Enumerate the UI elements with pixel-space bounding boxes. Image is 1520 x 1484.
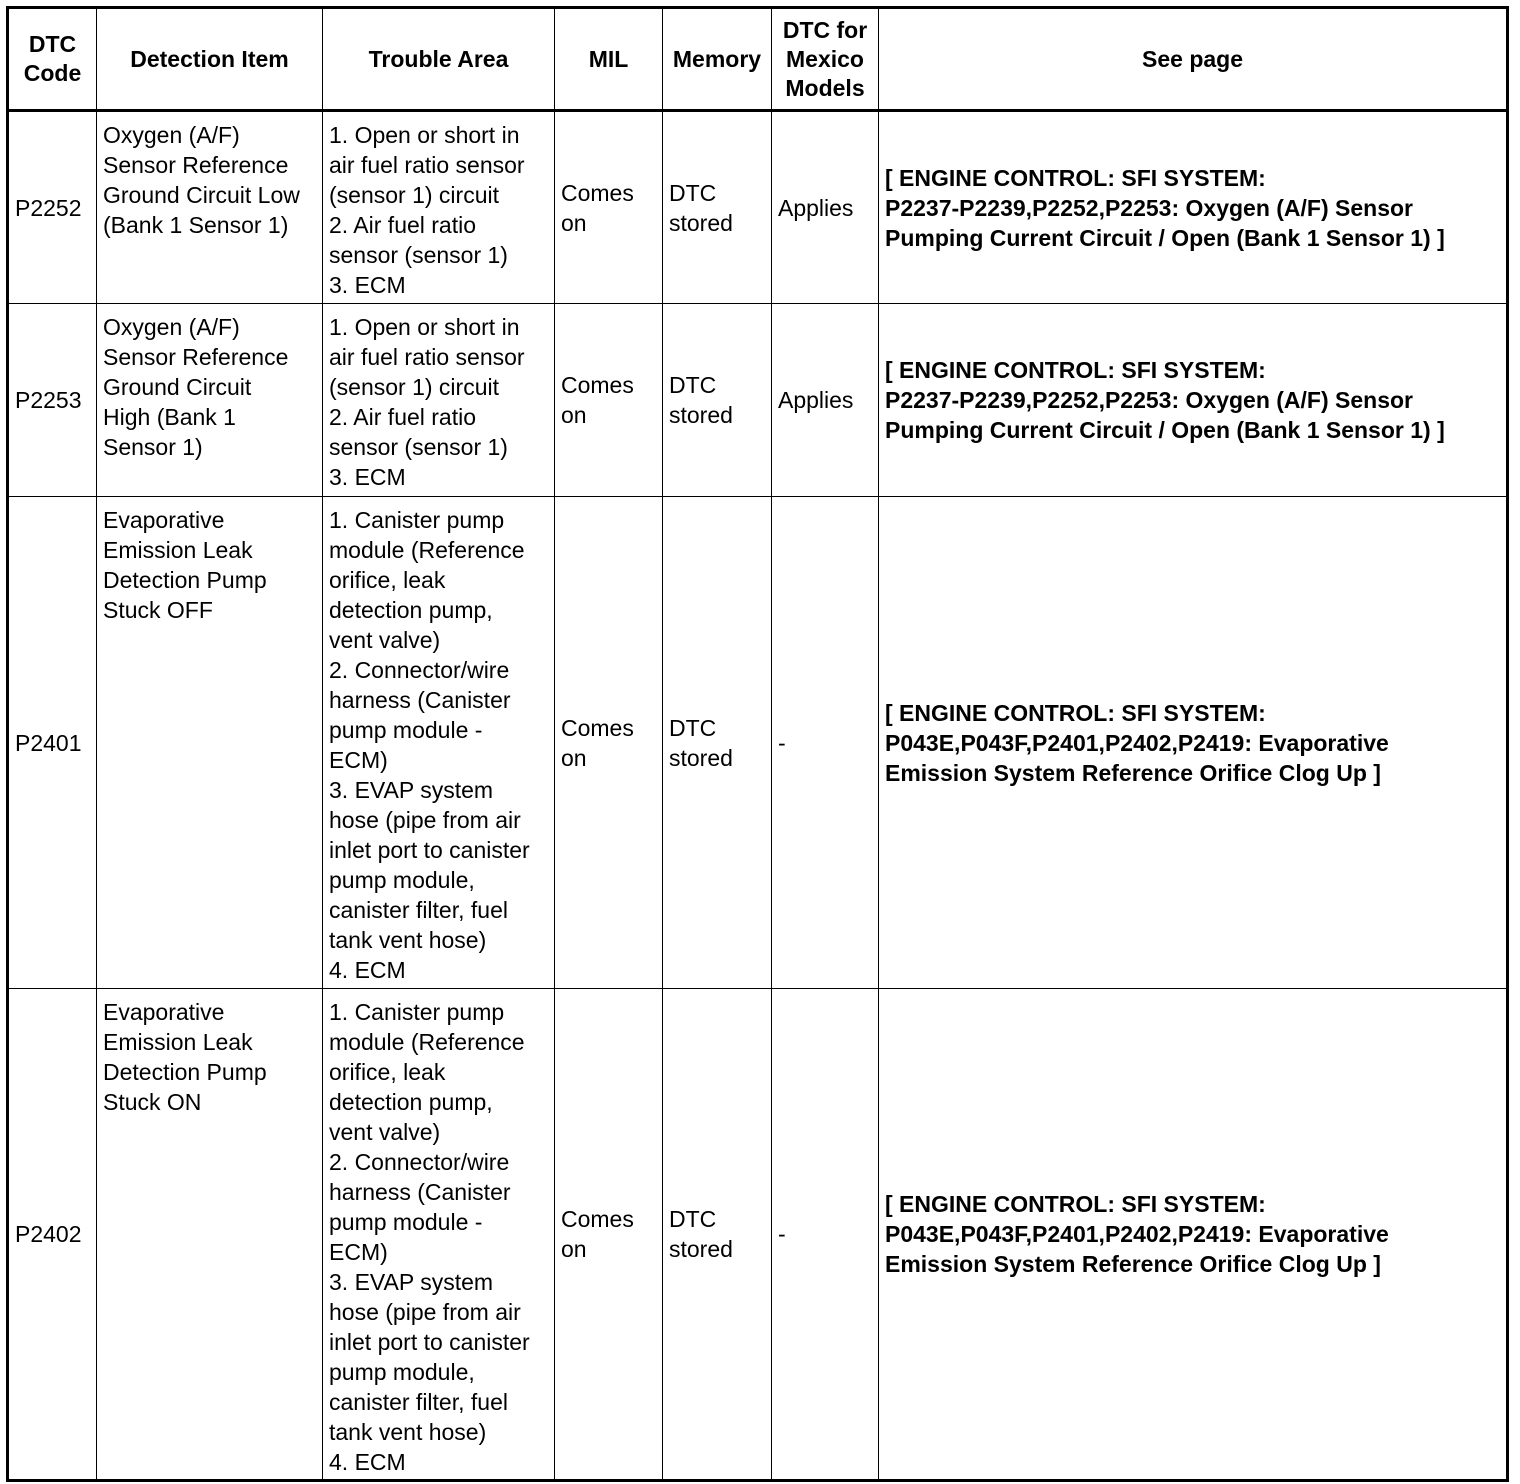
cell-line: hose (pipe from air <box>329 1299 521 1325</box>
detection-item-cell <box>97 304 323 497</box>
cell-line: 2. Air fuel ratio <box>329 404 477 430</box>
cell-line: tank vent hose) <box>329 927 487 953</box>
cell-line: 3. EVAP system <box>329 777 494 803</box>
cell-line: ECM) <box>329 1239 388 1265</box>
cell-line: 3. ECM <box>329 272 406 298</box>
trouble-area-cell <box>323 111 555 304</box>
cell-line: 2. Air fuel ratio <box>329 212 477 238</box>
cell-line: (sensor 1) circuit <box>329 182 499 208</box>
memory-cell <box>663 304 772 497</box>
cell-line: vent valve) <box>329 1119 441 1145</box>
cell-line: Ground Circuit <box>103 374 252 400</box>
header-line: Mexico <box>786 45 864 72</box>
cell-line: orifice, leak <box>329 1059 446 1085</box>
memory-cell <box>663 497 772 989</box>
cell-line: stored <box>669 744 733 771</box>
cell-line: detection pump, <box>329 1089 493 1115</box>
cell-line: pump module, <box>329 1359 475 1385</box>
cell-line: Oxygen (A/F) <box>103 314 240 340</box>
cell-line: on <box>561 744 587 771</box>
cell-line: Comes <box>561 372 634 398</box>
cell-line: pump module, <box>329 867 475 893</box>
header-mil <box>555 8 663 111</box>
cell-line: P2237-P2239,P2252,P2253: Oxygen (A/F) Sensor <box>885 194 1414 221</box>
header-line: See page <box>1142 45 1243 72</box>
cell-line: P2237-P2239,P2252,P2253: Oxygen (A/F) Sensor <box>885 387 1414 413</box>
cell-line: canister filter, fuel <box>329 1389 508 1415</box>
dtc-code-cell: P2252 <box>8 111 97 304</box>
cell-line: P043E,P043F,P2401,P2402,P2419: Evaporative <box>885 729 1389 756</box>
mexico-models-cell: Applies <box>772 111 879 304</box>
detection-item-cell <box>97 111 323 304</box>
cell-line: Stuck OFF <box>103 597 213 623</box>
see-page-link[interactable] <box>879 989 1508 1481</box>
cell-line: Comes <box>561 179 634 206</box>
cell-line: P043E,P043F,P2401,P2402,P2419: Evaporative <box>885 1221 1389 1247</box>
cell-line: Emission System Reference Orifice Clog Up ] <box>885 1251 1381 1277</box>
header-trouble-area <box>323 8 555 111</box>
cell-line: 3. EVAP system <box>329 1269 494 1295</box>
cell-line: Detection Pump <box>103 1059 267 1085</box>
table-row <box>8 497 1508 989</box>
cell-line: Ground Circuit Low <box>103 182 300 208</box>
dtc-code-cell: P2402 <box>8 989 97 1481</box>
table-row <box>8 111 1508 304</box>
header-mexico-models <box>772 8 879 111</box>
cell-line: DTC <box>669 179 717 206</box>
header-line: Trouble Area <box>368 45 509 72</box>
cell-line: stored <box>669 209 733 236</box>
cell-line: Sensor Reference <box>103 152 289 178</box>
header-memory <box>663 8 772 111</box>
cell-line: 1. Canister pump <box>329 507 505 533</box>
cell-line: orifice, leak <box>329 567 446 593</box>
dtc-table <box>6 6 1509 1482</box>
mil-cell <box>555 989 663 1481</box>
cell-line: air fuel ratio sensor <box>329 344 525 370</box>
cell-line: harness (Canister <box>329 687 511 713</box>
cell-line: inlet port to canister <box>329 837 530 863</box>
cell-line: 1. Canister pump <box>329 999 505 1025</box>
table-row <box>8 304 1508 497</box>
cell-line: [ ENGINE CONTROL: SFI SYSTEM: <box>885 164 1266 191</box>
cell-line: Pumping Current Circuit / Open (Bank 1 Sensor 1) ] <box>885 417 1445 443</box>
cell-line: pump module - <box>329 717 483 743</box>
table-row <box>8 989 1508 1481</box>
cell-line: 1. Open or short in <box>329 314 520 340</box>
cell-line: High (Bank 1 <box>103 404 236 430</box>
cell-line: DTC <box>669 1206 717 1232</box>
cell-line: 2. Connector/wire <box>329 657 510 683</box>
cell-line: hose (pipe from air <box>329 807 521 833</box>
cell-line: inlet port to canister <box>329 1329 530 1355</box>
cell-line: Comes <box>561 1206 634 1232</box>
cell-line: module (Reference <box>329 537 525 563</box>
dtc-code-cell: P2253 <box>8 304 97 497</box>
cell-line: Pumping Current Circuit / Open (Bank 1 Sensor 1) ] <box>885 224 1445 251</box>
cell-line: Stuck ON <box>103 1089 202 1115</box>
cell-line: Sensor 1) <box>103 434 203 460</box>
header-see-page <box>879 8 1508 111</box>
mexico-models-cell: - <box>772 989 879 1481</box>
trouble-area-cell <box>323 989 555 1481</box>
cell-line: on <box>561 402 587 428</box>
cell-line: detection pump, <box>329 597 493 623</box>
trouble-area-cell <box>323 497 555 989</box>
cell-line: canister filter, fuel <box>329 897 508 923</box>
cell-line: Evaporative <box>103 999 225 1025</box>
cell-line: Evaporative <box>103 507 225 533</box>
header-dtc-code <box>8 8 97 111</box>
cell-line: on <box>561 1236 587 1262</box>
cell-line: [ ENGINE CONTROL: SFI SYSTEM: <box>885 357 1266 383</box>
cell-line: 4. ECM <box>329 1449 406 1475</box>
cell-line: DTC <box>669 714 717 741</box>
cell-line: sensor (sensor 1) <box>329 434 508 460</box>
cell-line: Oxygen (A/F) <box>103 122 240 148</box>
cell-line: module (Reference <box>329 1029 525 1055</box>
cell-line: stored <box>669 402 733 428</box>
cell-line: Emission Leak <box>103 1029 253 1055</box>
mil-cell <box>555 304 663 497</box>
cell-line: 3. ECM <box>329 464 406 490</box>
cell-line: stored <box>669 1236 733 1262</box>
mexico-models-cell: Applies <box>772 304 879 497</box>
cell-line: pump module - <box>329 1209 483 1235</box>
cell-line: 2. Connector/wire <box>329 1149 510 1175</box>
trouble-area-cell <box>323 304 555 497</box>
header-line: Models <box>785 74 865 101</box>
see-page-link[interactable] <box>879 304 1508 497</box>
detection-item-cell <box>97 497 323 989</box>
header-line: DTC for <box>782 16 868 43</box>
cell-line: 1. Open or short in <box>329 122 520 148</box>
cell-line: air fuel ratio sensor <box>329 152 525 178</box>
cell-line: harness (Canister <box>329 1179 511 1205</box>
cell-line: DTC <box>669 372 717 398</box>
header-line: Code <box>23 60 82 86</box>
mil-cell <box>555 111 663 304</box>
header-line: MIL <box>588 45 629 72</box>
cell-line: [ ENGINE CONTROL: SFI SYSTEM: <box>885 1191 1266 1217</box>
cell-line: (Bank 1 Sensor 1) <box>103 212 289 238</box>
see-page-link[interactable] <box>879 497 1508 989</box>
memory-cell <box>663 989 772 1481</box>
cell-line: 4. ECM <box>329 957 406 983</box>
cell-line: [ ENGINE CONTROL: SFI SYSTEM: <box>885 699 1266 726</box>
header-line: DTC <box>28 31 77 57</box>
header-line: Memory <box>672 45 762 72</box>
cell-line: (sensor 1) circuit <box>329 374 499 400</box>
cell-line: Emission System Reference Orifice Clog Up ] <box>885 759 1381 786</box>
header-row <box>8 8 1508 111</box>
header-line: Detection Item <box>130 45 289 72</box>
cell-line: vent valve) <box>329 627 441 653</box>
mil-cell <box>555 497 663 989</box>
cell-line: on <box>561 209 587 236</box>
cell-line: Emission Leak <box>103 537 253 563</box>
cell-line: sensor (sensor 1) <box>329 242 508 268</box>
mexico-models-cell: - <box>772 497 879 989</box>
memory-cell <box>663 111 772 304</box>
see-page-link[interactable] <box>879 111 1508 304</box>
cell-line: tank vent hose) <box>329 1419 487 1445</box>
detection-item-cell <box>97 989 323 1481</box>
cell-line: Comes <box>561 714 634 741</box>
cell-line: Detection Pump <box>103 567 267 593</box>
cell-line: Sensor Reference <box>103 344 289 370</box>
cell-line: ECM) <box>329 747 388 773</box>
header-detection-item <box>97 8 323 111</box>
dtc-code-cell: P2401 <box>8 497 97 989</box>
